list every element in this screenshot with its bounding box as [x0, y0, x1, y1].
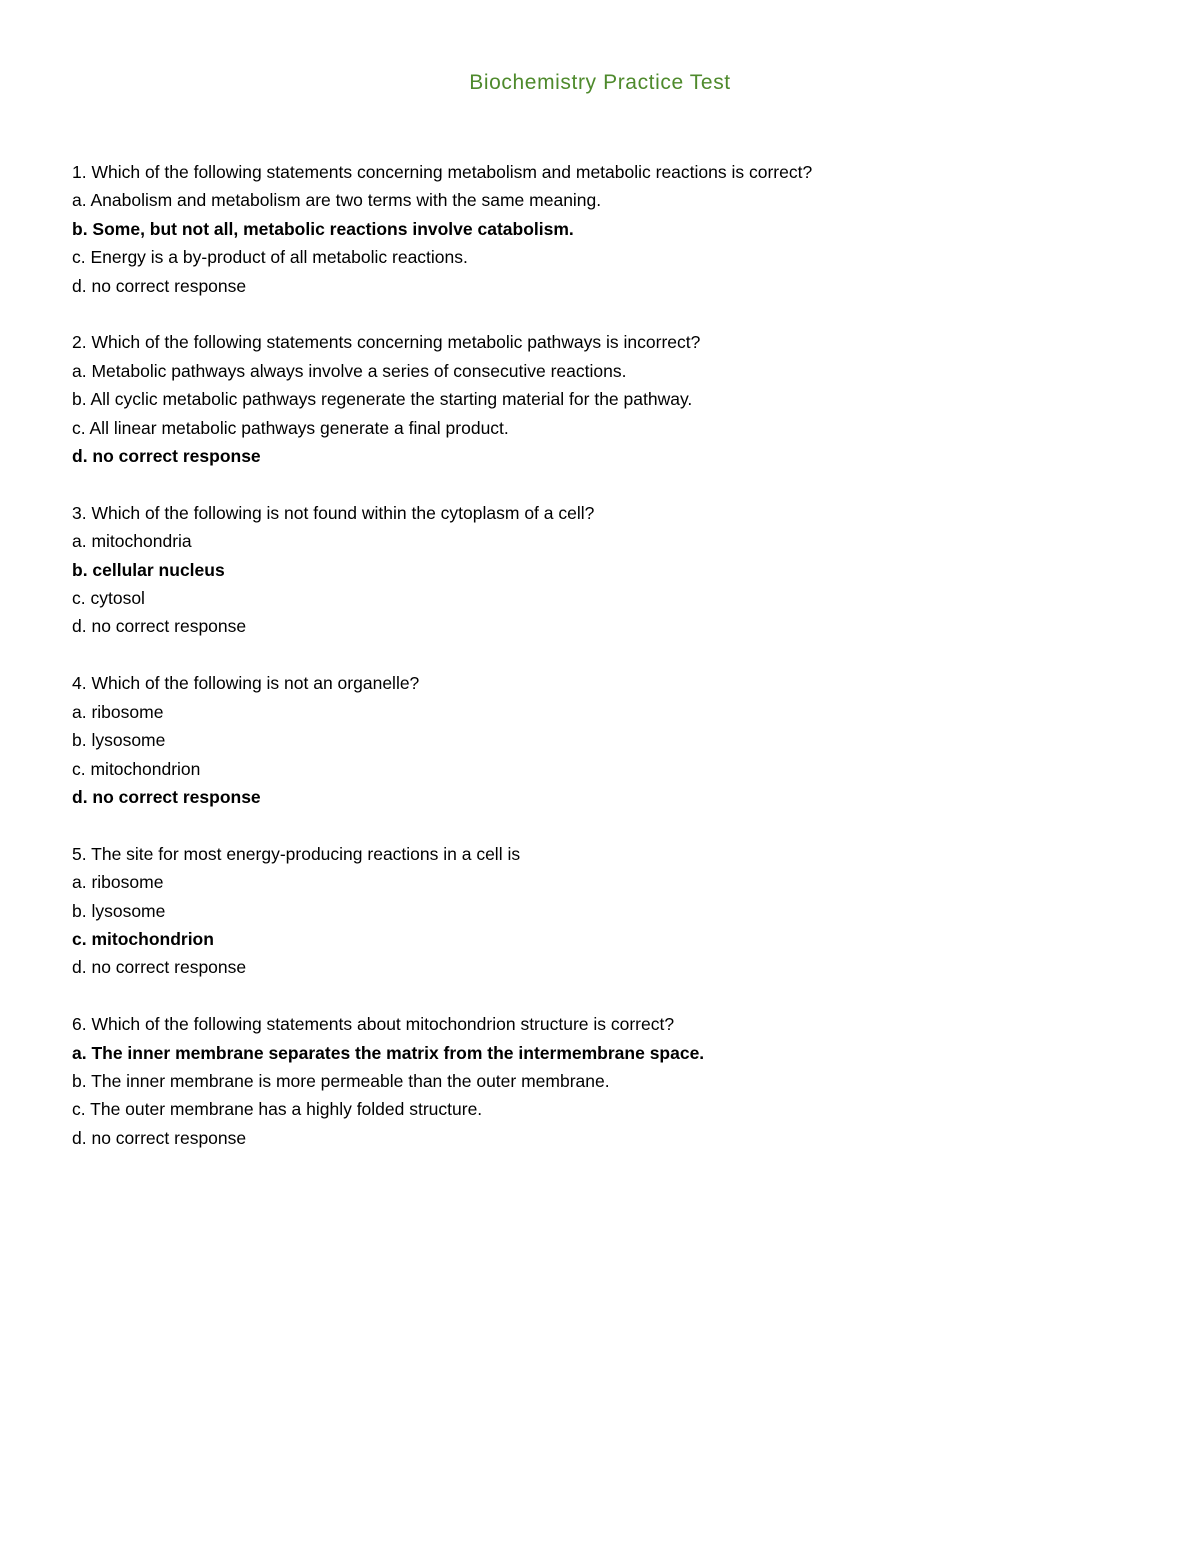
answer-option: b. All cyclic metabolic pathways regenerate the starting material for the pathway. — [72, 389, 693, 410]
answer-option: c. Energy is a by-product of all metabolic reactions. — [72, 247, 468, 268]
question-list — [72, 158, 1132, 1181]
answer-option-correct: a. The inner membrane separates the matrix from the intermembrane space. — [72, 1042, 705, 1063]
question-4 — [72, 669, 1132, 811]
question-prompt: 4. Which of the following is not an organelle? — [72, 673, 420, 694]
question-2 — [72, 328, 1132, 470]
answer-option: c. All linear metabolic pathways generate a final product. — [72, 417, 509, 438]
answer-option-correct: c. mitochondrion — [72, 928, 214, 949]
question-3 — [72, 499, 1132, 641]
answer-option: b. The inner membrane is more permeable than the outer membrane. — [72, 1071, 610, 1092]
answer-option-correct: d. no correct response — [72, 786, 261, 807]
answer-option: a. Metabolic pathways always involve a series of consecutive reactions. — [72, 360, 627, 381]
answer-option: c. cytosol — [72, 588, 145, 609]
question-prompt: 1. Which of the following statements concerning metabolism and metabolic reactions is correct? — [72, 162, 813, 182]
question-prompt: 5. The site for most energy-producing reactions in a cell is — [72, 843, 521, 864]
answer-option: d. no correct response — [72, 275, 247, 296]
answer-option: d. no correct response — [72, 1127, 247, 1148]
question-prompt: 2. Which of the following statements concerning metabolic pathways is incorrect? — [72, 332, 701, 353]
answer-option: d. no correct response — [72, 616, 247, 637]
answer-option: a. ribosome — [72, 701, 164, 722]
answer-option: b. lysosome — [72, 730, 166, 751]
answer-option: a. Anabolism and metabolism are two terms with the same meaning. — [72, 190, 602, 211]
answer-option: a. ribosome — [72, 872, 164, 893]
answer-option-correct: b. Some, but not all, metabolic reactions involve catabolism. — [72, 218, 574, 239]
question-prompt: 6. Which of the following statements about mitochondrion structure is correct? — [72, 1014, 675, 1035]
answer-option: b. lysosome — [72, 900, 166, 921]
question-6 — [72, 1010, 1132, 1152]
answer-option-correct: b. cellular nucleus — [72, 559, 225, 580]
answer-option: c. The outer membrane has a highly folded structure. — [72, 1099, 483, 1120]
question-1 — [72, 158, 1132, 300]
answer-option: d. no correct response — [72, 957, 247, 978]
document-title: Biochemistry Practice Test — [469, 71, 731, 94]
question-5 — [72, 840, 1132, 982]
answer-option-correct: d. no correct response — [72, 446, 261, 467]
answer-option: c. mitochondrion — [72, 758, 201, 779]
question-prompt: 3. Which of the following is not found within the cytoplasm of a cell? — [72, 502, 595, 523]
answer-option: a. mitochondria — [72, 531, 192, 552]
